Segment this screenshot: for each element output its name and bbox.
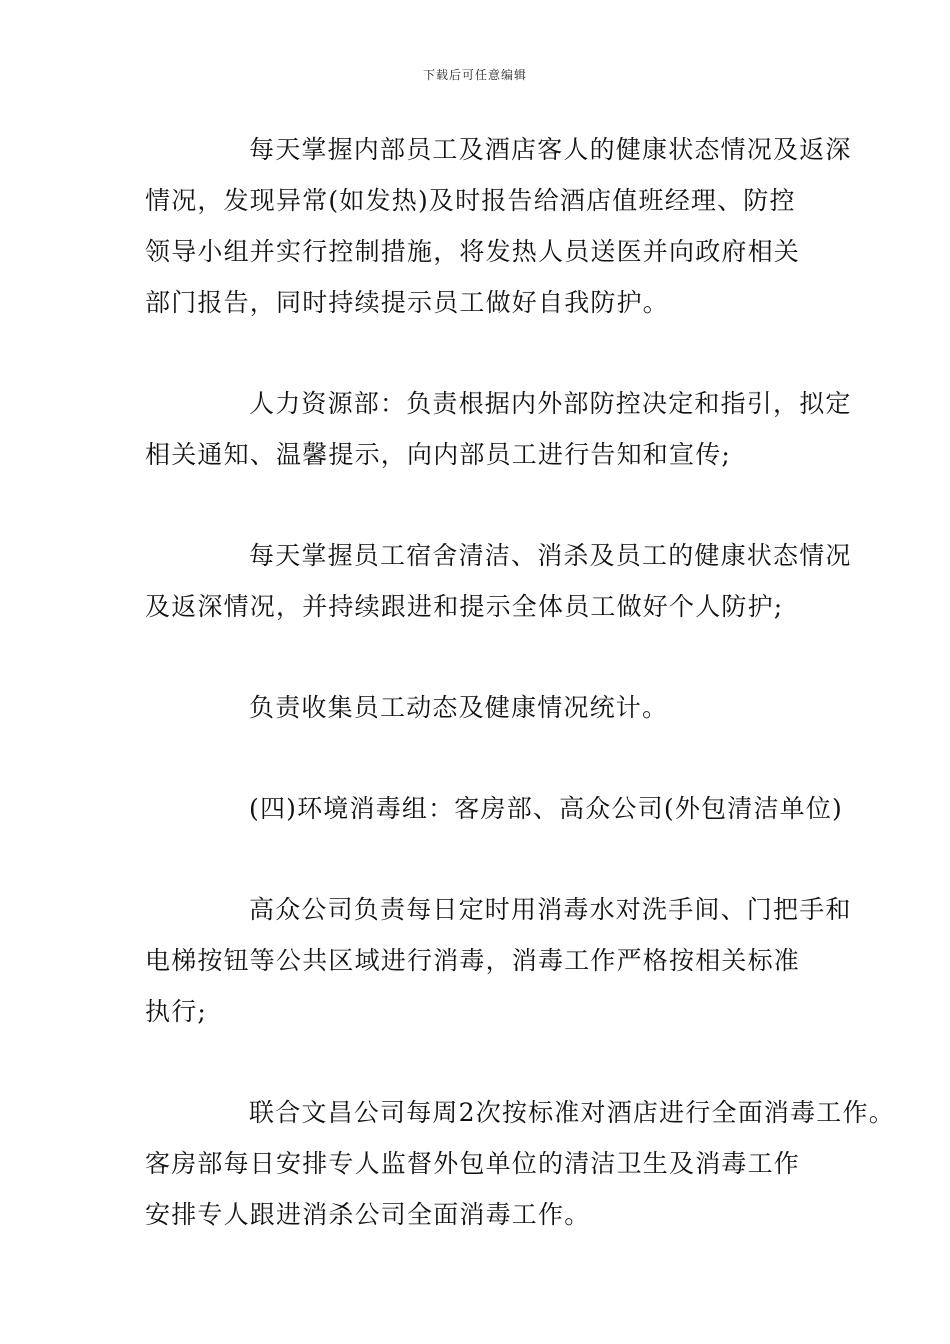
paragraph-line: 每天掌握员工宿舍清洁、消杀及员工的健康状态情况 <box>249 541 852 570</box>
paragraph-statistics <box>145 682 825 733</box>
paragraph-line: 负责收集员工动态及健康情况统计。 <box>249 693 669 722</box>
paragraph-hr-department <box>145 378 852 480</box>
document-body <box>145 124 895 1240</box>
paragraph-line: 高众公司负责每日定时用消毒水对洗手间、门把手和 <box>249 895 852 924</box>
paragraph-line: 情况，发现异常(如发热)及时报告给酒店值班经理、防控 <box>145 186 796 215</box>
paragraph-health-monitoring <box>145 124 852 328</box>
paragraph-line: 及返深情况，并持续跟进和提示全体员工做好个人防护; <box>145 592 784 621</box>
paragraph-line: 安排专人跟进消杀公司全面消毒工作。 <box>145 1200 591 1229</box>
paragraph-gaozhong <box>145 884 852 1037</box>
paragraph-line: (四)环境消毒组：客房部、高众公司(外包清洁单位) <box>249 794 844 823</box>
paragraph-line: 电梯按钮等公共区域进行消毒，消毒工作严格按相关标准 <box>145 946 801 975</box>
paragraph-line: 部门报告，同时持续提示员工做好自我防护。 <box>145 288 670 317</box>
paragraph-line: 每天掌握内部员工及酒店客人的健康状态情况及返深 <box>249 135 852 164</box>
paragraph-dormitory <box>145 530 852 632</box>
section-heading-disinfection <box>145 783 844 834</box>
paragraph-line: 执行; <box>145 997 208 1026</box>
paragraph-line: 客房部每日安排专人监督外包单位的清洁卫生及消毒工作 <box>145 1149 801 1178</box>
paragraph-line: 人力资源部：负责根据内外部防控决定和指引，拟定 <box>249 389 852 418</box>
paragraph-wenchang <box>145 1087 895 1240</box>
header-note: 下载后可任意编辑 <box>422 68 527 82</box>
paragraph-line: 联合文昌公司每周2次按标准对酒店进行全面消毒工作。 <box>249 1098 895 1127</box>
paragraph-line: 领导小组并实行控制措施，将发热人员送医并向政府相关 <box>145 237 801 266</box>
paragraph-line: 相关通知、温馨提示，向内部员工进行告知和宣传; <box>145 440 732 469</box>
